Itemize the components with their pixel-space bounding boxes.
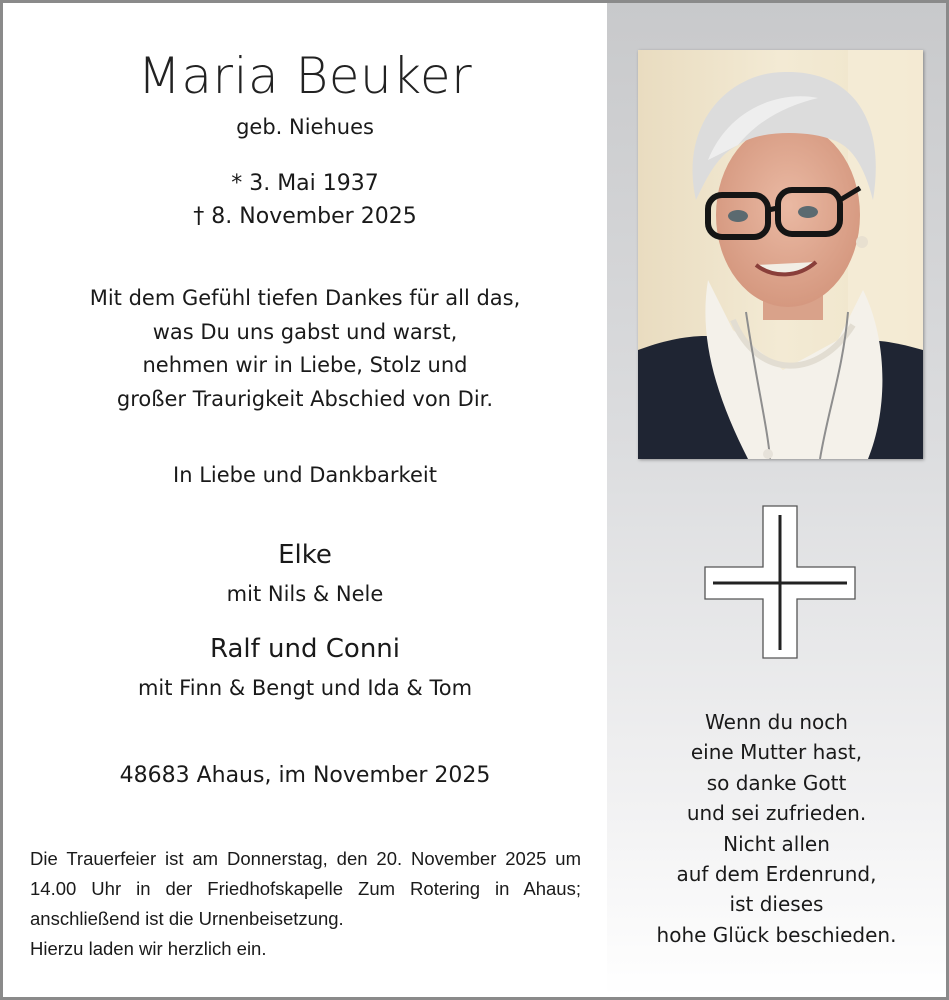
- quote-line: nehmen wir in Liebe, Stolz und: [142, 353, 468, 377]
- poem-line: und sei zufrieden.: [686, 801, 867, 826]
- family-member-sub: mit Nils & Nele: [226, 582, 384, 606]
- poem-line: Wenn du noch: [705, 710, 848, 734]
- birth-date: * 3. Mai 1937: [231, 171, 379, 196]
- family-member-name: Elke: [278, 540, 332, 570]
- portrait-photo: [638, 50, 923, 459]
- place-date: 48683 Ahaus, im November 2025: [119, 763, 491, 788]
- memorial-poem: [607, 707, 946, 950]
- family-member-name: Ralf und Conni: [209, 634, 401, 664]
- poem-line: ist dieses: [729, 892, 824, 917]
- maiden-name: geb. Niehues: [236, 115, 374, 139]
- poem-line: Nicht allen: [723, 831, 830, 856]
- cross-icon: [703, 505, 857, 659]
- invitation-text: Hierzu laden wir herzlich ein.: [30, 938, 267, 959]
- poem-line: eine Mutter hast,: [690, 740, 863, 765]
- family-member-sub: mit Finn & Bengt und Ida & Tom: [137, 676, 473, 700]
- quote-line: Mit dem Gefühl tiefen Dankes für all das,: [89, 286, 521, 310]
- obituary-text-column: [3, 3, 607, 997]
- poem-line: auf dem Erdenrund,: [676, 862, 877, 887]
- poem-line: hohe Glück beschieden.: [656, 922, 897, 947]
- obituary-side-column: [607, 3, 946, 997]
- closing-phrase: In Liebe und Dankbarkeit: [173, 463, 437, 487]
- death-date: † 8. November 2025: [193, 204, 417, 229]
- deceased-name: Maria Beuker: [137, 47, 473, 105]
- life-dates: [3, 167, 607, 233]
- poem-line: so danke Gott: [706, 770, 847, 795]
- quote-line: was Du uns gabst und warst,: [152, 319, 458, 344]
- funeral-info: Die Trauerfeier ist am Donnerstag, den 20. November 2025 um 14.00 Uhr in der Friedhofskapelle Zum Rotering in Ahaus; anschließend ist die Urnenbeisetzung.: [30, 848, 581, 929]
- quote-line: großer Traurigkeit Abschied von Dir.: [116, 386, 494, 411]
- farewell-quote: [3, 282, 607, 416]
